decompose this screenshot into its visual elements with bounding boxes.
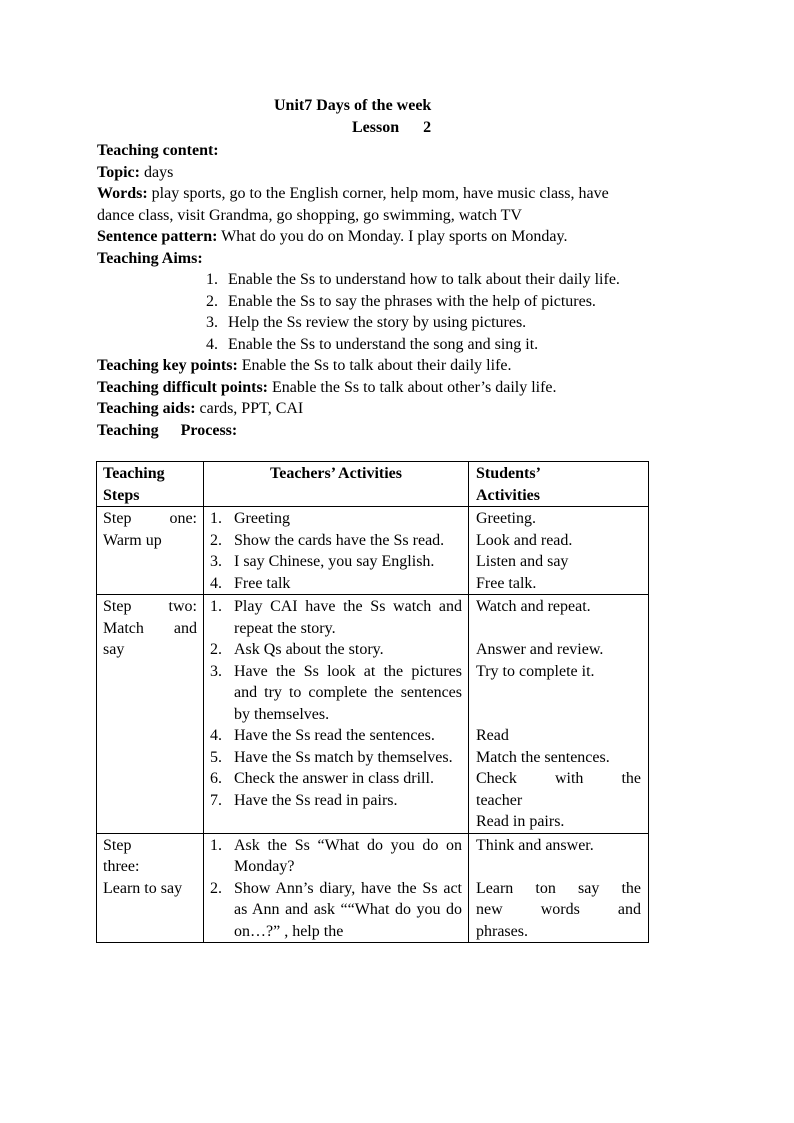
lesson-heading: Lesson 2 <box>352 119 432 136</box>
student-activity-spacer <box>476 704 641 726</box>
topic-label: Topic: <box>97 163 140 181</box>
step-cell <box>97 595 204 834</box>
activity-number: 2. <box>210 531 222 549</box>
activity-text: Ask the Ss “What do you do on Monday? <box>234 836 462 875</box>
activity-number: 1. <box>210 598 222 615</box>
student-activity: Answer and review. <box>476 641 604 658</box>
teacher-activity <box>210 661 462 726</box>
difficult-points-label: Teaching difficult points: <box>97 378 268 396</box>
sentence-pattern-label: Sentence pattern: <box>97 228 218 245</box>
header-teacher-activities: Teachers’ Activities <box>204 462 469 507</box>
activity-number: 5. <box>210 748 222 766</box>
activity-text: Have the Ss read the sentences. <box>234 727 435 744</box>
student-activity: Greeting. <box>476 510 536 527</box>
teacher-activity <box>210 573 462 595</box>
teacher-activity <box>210 790 462 812</box>
sentence-pattern-line <box>97 226 697 248</box>
teacher-activities-cell <box>204 833 469 943</box>
topic-line <box>97 162 697 184</box>
student-activity: Match the sentences. <box>476 748 610 766</box>
activity-text: Free talk <box>234 574 291 592</box>
header-students-line: Students’ <box>476 465 541 482</box>
aim-number: 3. <box>206 314 218 331</box>
key-points-value: Enable the Ss to talk about their daily life. <box>237 357 512 374</box>
teacher-activity <box>210 530 462 552</box>
teacher-activities-list <box>210 835 462 943</box>
words-line <box>97 183 697 205</box>
step-label: say <box>103 641 125 658</box>
step-label: Step <box>103 836 132 854</box>
teaching-aims-list <box>206 269 697 355</box>
activity-number: 7. <box>210 791 222 809</box>
difficult-points-line <box>97 377 697 399</box>
student-activity: Watch and repeat. <box>476 598 591 615</box>
key-points-label: Teaching key points: <box>97 357 238 374</box>
activity-number: 2. <box>210 641 222 658</box>
topic-value: days <box>139 163 174 181</box>
student-activity: Look and read. <box>476 531 573 549</box>
aim-text: Help the Ss review the story by using pictures. <box>228 314 527 331</box>
lesson-plan-body <box>97 140 697 441</box>
words-value: play sports, go to the English corner, help mom, have music class, have <box>147 185 609 202</box>
teacher-activities-list <box>210 596 462 811</box>
aim-item <box>206 269 697 291</box>
activity-number: 4. <box>210 727 222 744</box>
student-activity-spacer <box>476 682 641 704</box>
activity-text: Play CAI have the Ss watch and repeat the story. <box>234 598 462 637</box>
student-activities-cell <box>469 595 649 834</box>
activity-text: Greeting <box>234 510 290 527</box>
student-activity-spacer <box>476 856 641 878</box>
difficult-points-value: Enable the Ss to talk about other’s daily life. <box>268 378 557 396</box>
activity-text: Have the Ss look at the pictures and try to complete the sentences by themselves. <box>234 662 462 723</box>
table-header-row <box>97 462 649 507</box>
student-activity-spacer <box>476 618 641 640</box>
student-activity: Check with the <box>476 770 641 787</box>
activity-number: 4. <box>210 574 222 592</box>
student-activity: Try to complete it. <box>476 662 595 680</box>
student-activity: Learn ton say the <box>476 879 641 897</box>
step-cell <box>97 833 204 943</box>
aim-item <box>206 291 697 313</box>
teaching-process-table <box>96 461 649 943</box>
aim-item <box>206 334 697 356</box>
header-steps-line: Steps <box>103 486 140 504</box>
teacher-activity <box>210 768 462 790</box>
activity-number: 6. <box>210 770 222 787</box>
activity-text: Have the Ss read in pairs. <box>234 791 398 809</box>
student-activity: teacher <box>476 791 523 809</box>
teaching-aids-value: cards, PPT, CAI <box>195 400 304 417</box>
table-row <box>97 507 649 595</box>
activity-text: Show Ann’s diary, have the Ss act as Ann and ask ““What do you do on…?” , help the <box>234 879 462 940</box>
teacher-activity <box>210 747 462 769</box>
teacher-activity <box>210 508 462 530</box>
header-steps-line: Teaching <box>103 465 165 482</box>
teacher-activities-cell <box>204 595 469 834</box>
teacher-activity <box>210 725 462 747</box>
words-label: Words: <box>97 185 148 202</box>
student-activity: phrases. <box>476 922 528 940</box>
teaching-content-label: Teaching content: <box>97 142 219 159</box>
teacher-activity <box>210 551 462 573</box>
student-activity: Free talk. <box>476 574 537 592</box>
table-row <box>97 833 649 943</box>
aim-text: Enable the Ss to say the phrases with the help of pictures. <box>228 292 596 310</box>
teacher-activities-list <box>210 508 462 594</box>
aim-number: 4. <box>206 335 218 353</box>
words-line-2: dance class, visit Grandma, go shopping, go swimming, watch TV <box>97 206 522 224</box>
step-label: Step two: <box>103 598 197 615</box>
activity-number: 3. <box>210 553 222 570</box>
activity-number: 2. <box>210 879 222 897</box>
aim-number: 2. <box>206 292 218 310</box>
student-activities-cell <box>469 507 649 595</box>
teacher-activities-cell <box>204 507 469 595</box>
step-label: Learn to say <box>103 879 183 897</box>
header-teaching-steps <box>97 462 204 507</box>
student-activities-cell <box>469 833 649 943</box>
teaching-process-label: Teaching Process: <box>97 421 238 439</box>
teacher-activity <box>210 596 462 639</box>
activity-text: Show the cards have the Ss read. <box>234 531 445 549</box>
activity-text: Ask Qs about the story. <box>234 641 384 658</box>
activity-number: 3. <box>210 662 222 680</box>
student-activity: new words and <box>476 901 641 918</box>
activity-text: Have the Ss match by themselves. <box>234 748 453 766</box>
activity-text: Check the answer in class drill. <box>234 770 434 787</box>
student-activity: Read in pairs. <box>476 813 565 830</box>
teacher-activity <box>210 639 462 661</box>
aim-item <box>206 312 697 334</box>
teaching-aids-label: Teaching aids: <box>97 400 196 417</box>
document-title: Unit7 Days of the week <box>274 97 432 114</box>
step-label: Match and <box>103 619 197 637</box>
key-points-line <box>97 355 697 377</box>
teacher-activity <box>210 878 462 943</box>
activity-number: 1. <box>210 510 222 527</box>
activity-number: 1. <box>210 836 222 854</box>
student-activity: Think and answer. <box>476 836 594 854</box>
activity-text: I say Chinese, you say English. <box>234 553 435 570</box>
aim-number: 1. <box>206 271 218 288</box>
teaching-aids-line <box>97 398 697 420</box>
step-label: three: <box>103 858 140 875</box>
teaching-aims-label: Teaching Aims: <box>97 249 203 267</box>
header-student-activities <box>469 462 649 507</box>
step-label: Warm up <box>103 531 162 549</box>
sentence-pattern-value: What do you do on Monday. I play sports on Monday. <box>217 228 568 245</box>
student-activity: Listen and say <box>476 553 569 570</box>
aim-text: Enable the Ss to understand the song and sing it. <box>228 335 539 353</box>
student-activity: Read <box>476 727 509 744</box>
header-students-line: Activities <box>476 486 540 504</box>
step-cell <box>97 507 204 595</box>
table-row <box>97 595 649 834</box>
teacher-activity <box>210 835 462 878</box>
step-label: Step one: <box>103 510 197 527</box>
aim-text: Enable the Ss to understand how to talk about their daily life. <box>228 271 620 288</box>
